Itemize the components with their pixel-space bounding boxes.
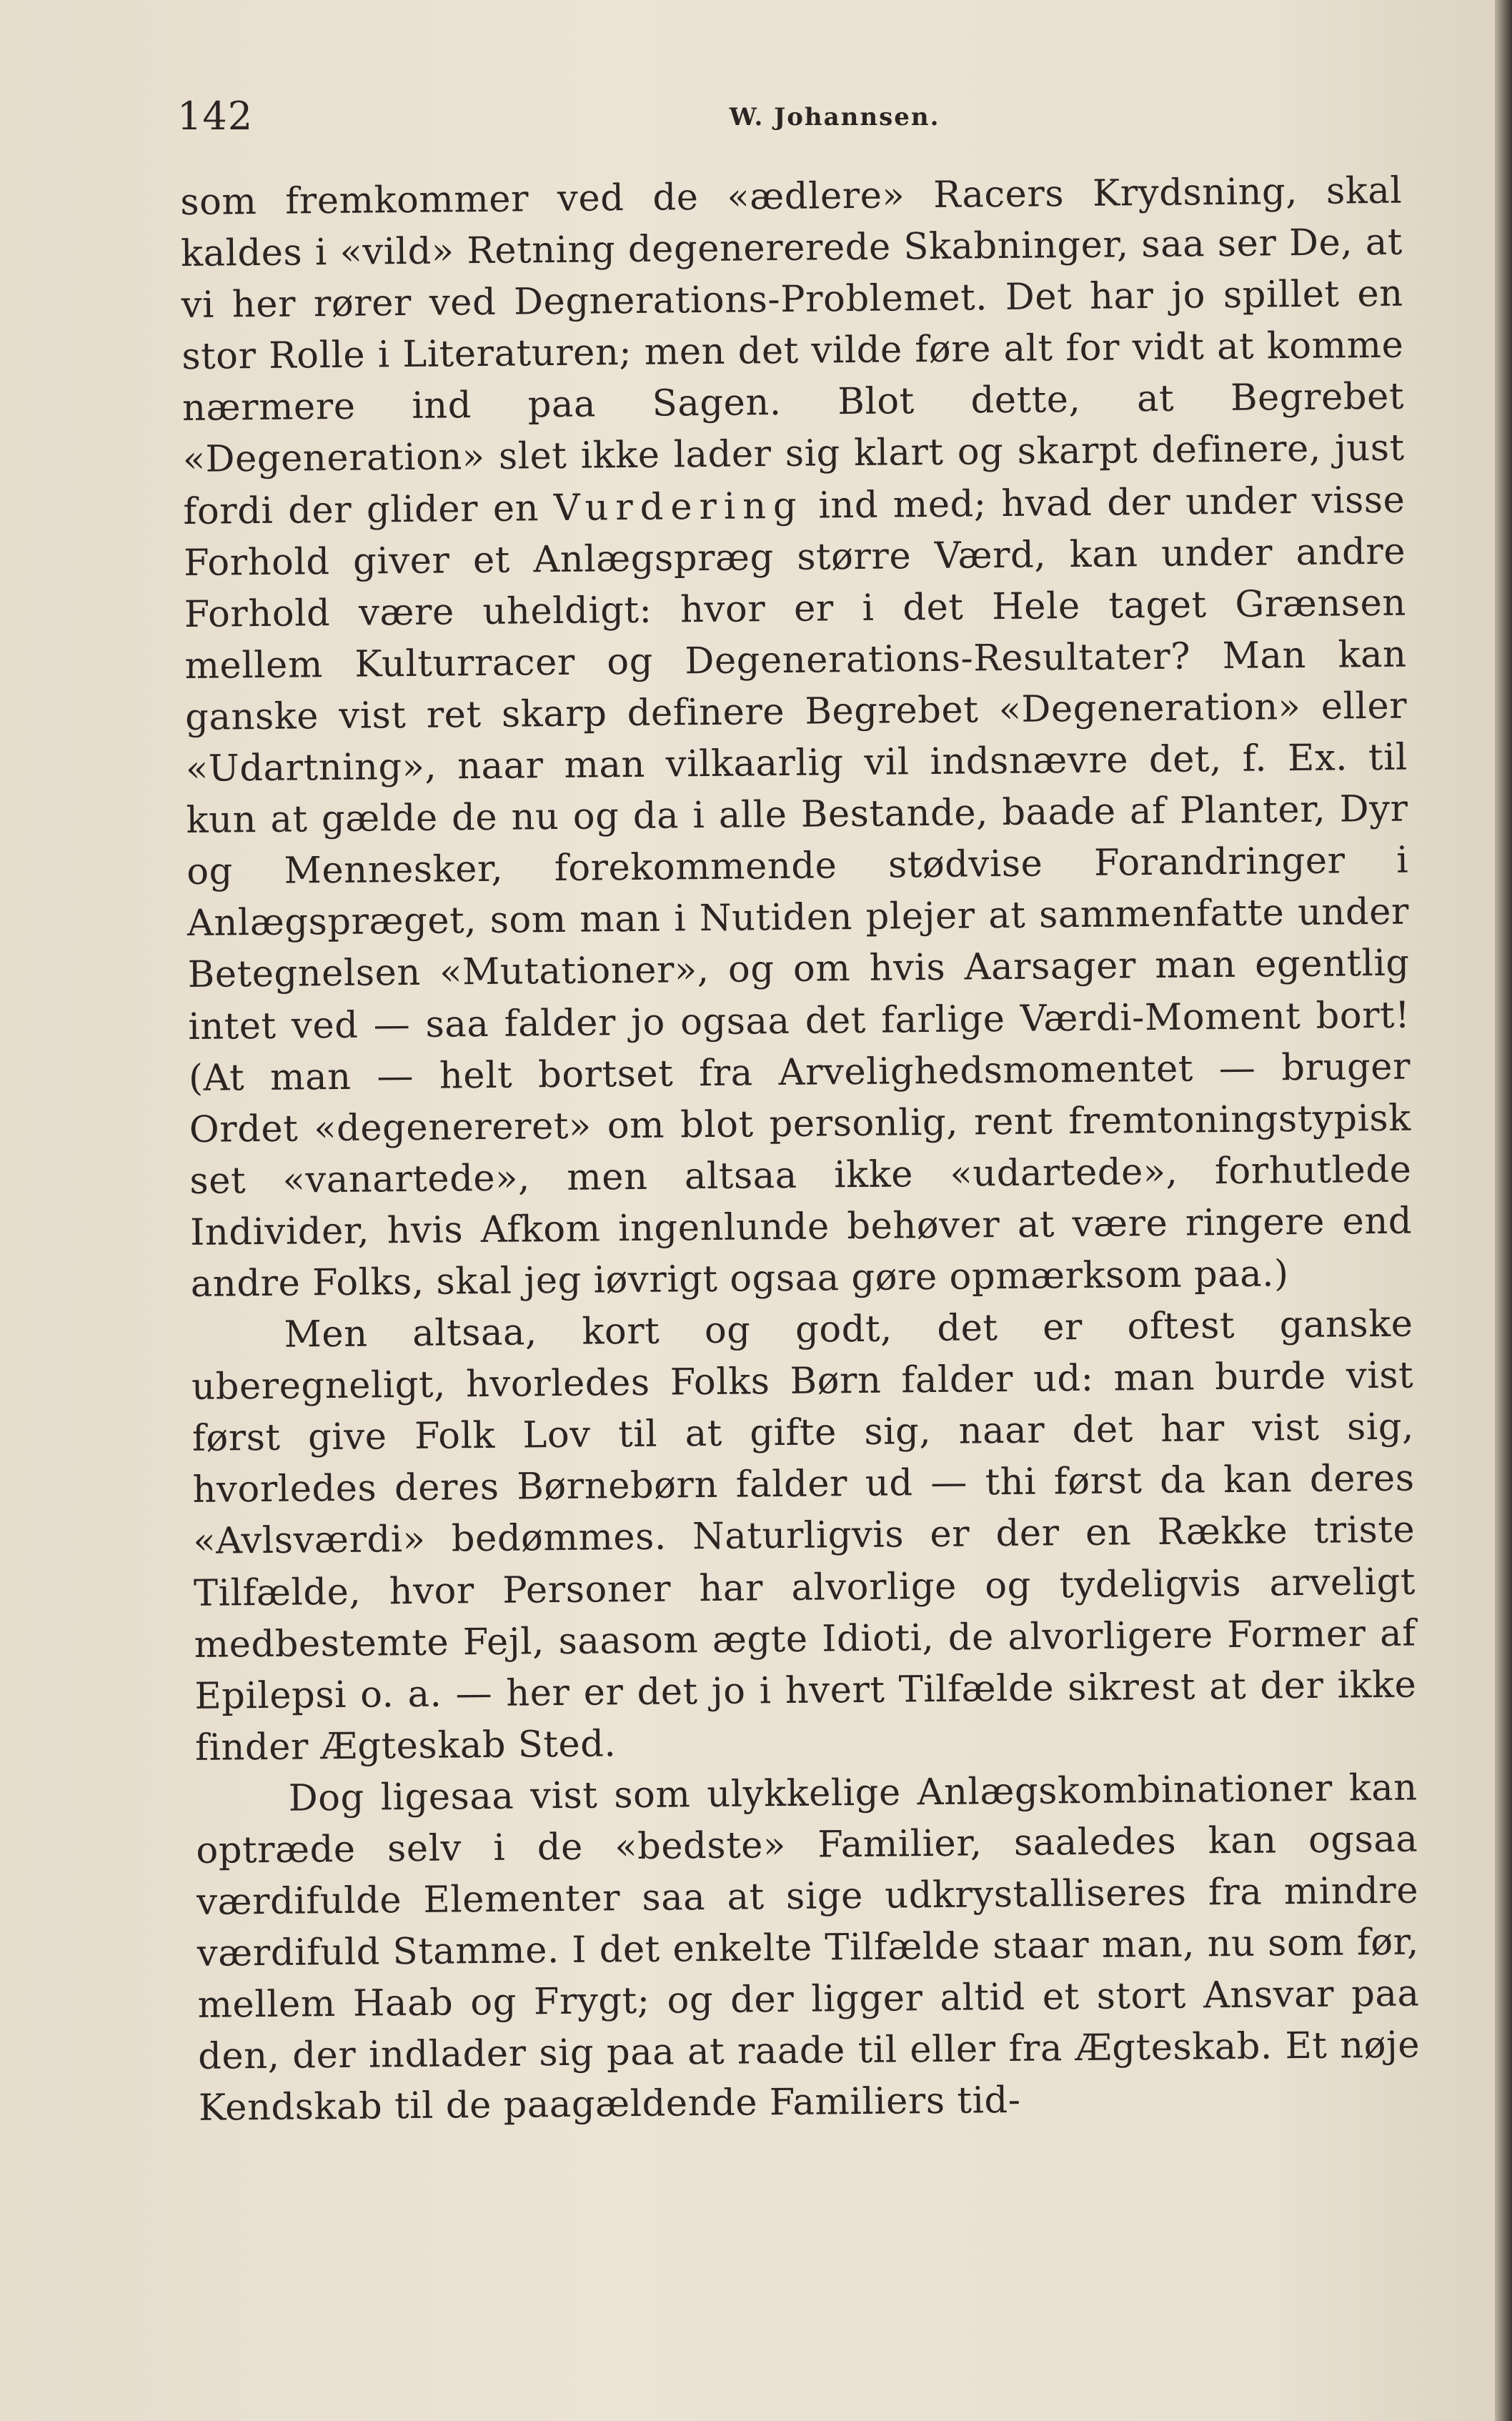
- paragraph-1-text-b: ind med; hvad der under visse Forhold giver et Anlægspræg større Værd, kan under andre Forhold være uheldigt: hvor er i det Hele taget Grænsen mellem Kulturracer og Degenerations-Resultater? Man kan ganske vist ret skarp definere Begrebet «Degeneration» eller «Udartning», naar man vilkaarlig vil indsnævre det, f. Ex. til kun at gælde de nu og da i alle Bestande, baade af Planter, Dyr og Mennesker, forekommende stødvise Forandringer i Anlægspræget, som man i Nutiden plejer at sammenfatte under Betegnelsen «Mutationer», og om hvis Aarsager man egentlig intet ved — saa falder jo ogsaa det farlige Værdi-Moment bort! (At man — helt bortset fra Arvelighedsmomentet — bruger Ordet «degenereret» om blot personlig, rent fremtoningstypisk set «vanartede», men altsaa ikke «udartede», forhutlede Individer, hvis Afkom ingenlunde behøver at være ringere end andre Folks, skal jeg iøvrigt ogsaa gøre opmærksom paa.): [183, 479, 1413, 1306]
- running-head: W. Johannsen.: [729, 103, 940, 131]
- page-edge: [1495, 0, 1512, 2421]
- paragraph-1: [180, 166, 1413, 1311]
- emphasis-vurdering: Vurdering: [553, 484, 804, 530]
- body-text: [180, 166, 1421, 2135]
- paragraph-2: Men altsaa, kort og godt, det er oftest ganske uberegneligt, hvorledes Folks Børn falder ud: man burde vist først give Folk Lov til at gifte sig, naar det har vist sig, hvorledes deres Børnebørn falder ud — thi først da kan deres «Avlsværdi» bedømmes. Naturligvis er der en Række triste Tilfælde, hvor Personer har alvorlige og tydeligvis arveligt medbestemte Fejl, saasom ægte Idioti, de alvorligere Former af Epilepsi o. a. — her er det jo i hvert Tilfælde sikrest at der ikke finder Ægteskab Sted.: [191, 1303, 1417, 1769]
- paragraph-3: Dog ligesaa vist som ulykkelige Anlægskombinationer kan optræde selv i de «bedste» Familier, saaledes kan ogsaa værdifulde Elementer saa at sige udkrystalliseres fra mindre værdifuld Stamme. I det enkelte Tilfælde staar man, nu som før, mellem Haab og Frygt; og der ligger altid et stort Ansvar paa den, der indlader sig paa at raade til eller fra Ægteskab. Et nøje Kendskab til de paagældende Familiers tid-: [196, 1766, 1421, 2130]
- paragraph-1-text-a: som fremkommer ved de «ædlere» Racers Krydsning, skal kaldes i «vild» Retning degenererede Skabninger, saa ser De, at vi her rører ved Degnerations-Problemet. Det har jo spillet en stor Rolle i Literaturen; men det vilde føre alt for vidt at komme nærmere ind paa Sagen. Blot dette, at Begrebet «Degeneration» slet ikke lader sig klart og skarpt definere, just fordi der glider en: [180, 169, 1406, 533]
- page-header: [177, 91, 1399, 141]
- page-number: 142: [177, 94, 254, 139]
